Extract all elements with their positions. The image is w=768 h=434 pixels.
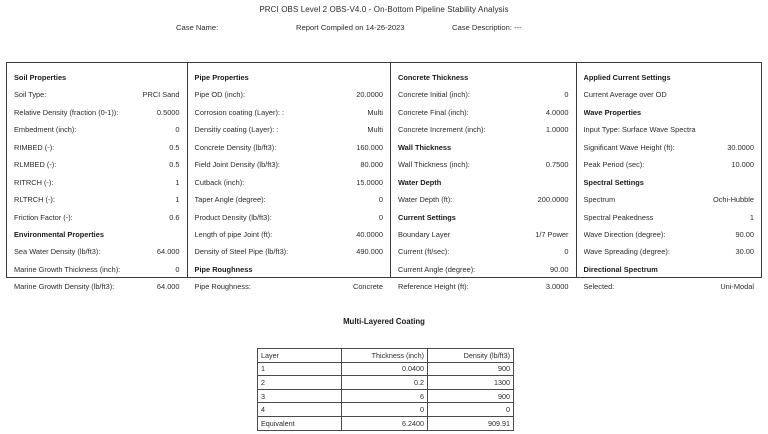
table-cell: 4 [258, 403, 342, 417]
property-label: Sea Water Density (lb/ft3): [14, 247, 101, 257]
property-label: Concrete Increment (inch): [397, 125, 486, 135]
property-value: 0 [175, 125, 180, 135]
table-cell: 0.2 [342, 376, 428, 390]
property-value: 64.000 [156, 247, 180, 257]
table-cell: 3 [258, 389, 342, 403]
property-row [398, 156, 569, 173]
table-row [258, 362, 514, 376]
property-row [584, 156, 755, 173]
property-label: Current Settings [397, 212, 456, 222]
multi-layered-coating-title: Multi-Layered Coating [343, 317, 425, 326]
table-row [258, 403, 514, 417]
case-description-text: Case Description: --- [452, 23, 522, 32]
property-row [14, 121, 180, 138]
property-value: 10.000 [731, 160, 755, 170]
property-value: 0.5 [169, 142, 180, 152]
property-label: Concrete Final (inch): [397, 107, 469, 117]
property-label: Applied Current Settings [583, 73, 671, 82]
property-row [398, 104, 569, 121]
property-row [584, 191, 755, 208]
property-row [398, 191, 569, 208]
property-label: Current Average over OD [583, 90, 667, 100]
property-label: Water Depth (ft): [397, 195, 453, 205]
property-value: 20.0000 [356, 90, 383, 100]
table-cell: 0.0400 [342, 362, 428, 376]
property-label: Length of pipe Joint (ft): [194, 229, 273, 239]
property-value: 90.00 [735, 229, 755, 239]
property-row [195, 226, 383, 243]
property-label: Directional Spectrum [583, 264, 658, 274]
property-row [195, 243, 383, 260]
property-row [398, 261, 569, 278]
property-value: 0.6 [169, 212, 180, 222]
property-value: 490.000 [356, 247, 383, 257]
table-cell: 2 [258, 376, 342, 390]
case-name-label: Case Name: [176, 23, 219, 32]
property-row [584, 121, 755, 138]
table-cell: 6 [342, 389, 428, 403]
property-label: RLTRCH (-): [14, 195, 55, 205]
property-row [195, 278, 383, 295]
property-row [398, 278, 569, 295]
property-value: Multi [367, 125, 383, 135]
property-value: Uni-Modal [720, 282, 755, 292]
property-value: Concrete [352, 282, 383, 292]
property-row [398, 226, 569, 243]
property-row [584, 243, 755, 260]
property-label: Pipe Properties [194, 73, 249, 82]
section-heading-row [195, 261, 383, 278]
property-row [14, 86, 180, 103]
property-value: 1 [175, 195, 180, 205]
property-row [195, 191, 383, 208]
table-row [258, 389, 514, 403]
table-cell: 6.2400 [342, 416, 428, 430]
property-label: RIMBED (-): [14, 142, 55, 152]
property-label: Spectral Peakedness [583, 212, 654, 222]
property-value: 0 [378, 212, 383, 222]
section-heading-row [398, 209, 569, 226]
property-label: Concrete Initial (inch): [397, 90, 470, 100]
property-label: RITRCH (-): [14, 177, 54, 187]
property-row [195, 121, 383, 138]
property-row [584, 209, 755, 226]
multi-layered-coating-table [257, 348, 514, 431]
section-heading-row [398, 139, 569, 156]
property-value: 30.00 [735, 247, 755, 257]
property-label: Field Joint Density (lb/ft3): [194, 160, 280, 170]
property-row [398, 121, 569, 138]
property-value: 1 [749, 212, 755, 222]
property-label: RLMBED (-): [14, 160, 57, 170]
property-row [14, 209, 180, 226]
property-row [14, 156, 180, 173]
table-row [258, 376, 514, 390]
property-row [584, 226, 755, 243]
table-cell: 0 [342, 403, 428, 417]
property-label: Spectral Settings [583, 177, 644, 187]
property-value: 3.0000 [545, 282, 569, 292]
property-value: 0 [564, 247, 569, 257]
property-value: 0 [175, 264, 180, 274]
property-value: 40.0000 [356, 229, 383, 239]
section-heading-row [14, 69, 180, 86]
property-label: Input Type: Surface Wave Spectra [583, 125, 696, 135]
property-row [195, 86, 383, 103]
property-label: Soil Type: [14, 90, 47, 100]
property-label: Pipe OD (inch): [194, 90, 246, 100]
property-value: Multi [367, 107, 383, 117]
property-row [195, 156, 383, 173]
property-row [14, 191, 180, 208]
property-label: Wave Spreading (degree): [583, 247, 670, 257]
property-label: Embedment (inch): [14, 125, 77, 135]
section-heading-row [398, 174, 569, 191]
section-heading-row [398, 69, 569, 86]
panel-column-concrete-thickness [391, 63, 577, 292]
property-label: Wave Properties [583, 107, 642, 117]
property-label: Current Angle (degree): [397, 264, 476, 274]
property-value: PRCI Sand [142, 90, 180, 100]
column-header: Thickness (inch) [342, 349, 428, 363]
property-label: Concrete Thickness [397, 73, 469, 82]
table-cell: 909.91 [428, 416, 514, 430]
panel-column-pipe-properties [188, 63, 391, 292]
property-value: 15.0000 [356, 177, 383, 187]
table-row [258, 416, 514, 430]
property-label: Cutback (inch): [194, 177, 245, 187]
property-value: 90.00 [550, 264, 569, 274]
property-value: 1/7 Power [535, 229, 569, 239]
property-value: 4.0000 [545, 107, 569, 117]
property-row [398, 243, 569, 260]
property-label: Water Depth [397, 177, 442, 187]
table-cell: 900 [428, 389, 514, 403]
property-row [195, 174, 383, 191]
property-label: Product Density (lb/ft3): [194, 212, 272, 222]
property-label: Current (ft/sec): [397, 247, 450, 257]
table-body [258, 362, 514, 430]
property-label: Pipe Roughness [194, 264, 253, 274]
property-row [584, 86, 755, 103]
property-value: 30.0000 [727, 142, 755, 152]
property-label: Peak Period (sec): [583, 160, 645, 170]
column-header: Layer [258, 349, 342, 363]
case-header-row [0, 23, 768, 35]
property-row [398, 86, 569, 103]
property-value: 0.5 [169, 160, 180, 170]
property-label: Boundary Layer [397, 229, 451, 239]
property-label: Marine Growth Thickness (inch): [14, 264, 121, 274]
property-row [14, 104, 180, 121]
section-heading-row [195, 69, 383, 86]
table-cell: 1300 [428, 376, 514, 390]
property-label: Corrosion coating (Layer): : [194, 107, 285, 117]
property-label: Friction Factor (-): [14, 212, 73, 222]
panel-column-applied-current-settings [577, 63, 762, 292]
property-label: Concrete Density (lb/ft3): [194, 142, 277, 152]
section-heading-row [584, 174, 755, 191]
section-heading-row [584, 69, 755, 86]
property-value: 0 [378, 195, 383, 205]
property-label: Environmental Properties [14, 229, 104, 239]
property-row [14, 139, 180, 156]
property-row [195, 209, 383, 226]
property-value: 0.5000 [156, 107, 180, 117]
table-header-row [258, 349, 514, 363]
property-label: Relative Density (fraction (0-1)): [14, 107, 119, 117]
property-label: Significant Wave Height (ft): [583, 142, 675, 152]
property-row [14, 278, 180, 295]
property-value: 80.000 [360, 160, 383, 170]
property-value: 0 [564, 90, 569, 100]
property-row [584, 139, 755, 156]
table-header [258, 349, 514, 363]
property-row [14, 261, 180, 278]
property-label: Soil Properties [14, 73, 67, 82]
property-label: Wall Thickness (inch): [397, 160, 470, 170]
property-row [195, 104, 383, 121]
properties-panel [6, 62, 762, 292]
table-cell: 0 [428, 403, 514, 417]
property-row [14, 243, 180, 260]
panel-column-soil-properties [7, 63, 188, 292]
section-heading-row [584, 104, 755, 121]
property-label: Selected: [583, 282, 615, 292]
property-value: 1 [175, 177, 180, 187]
property-value: 200.0000 [537, 195, 569, 205]
property-value: 1.0000 [545, 125, 569, 135]
property-label: Reference Height (ft): [397, 282, 469, 292]
property-row [584, 278, 755, 295]
property-value: 64.000 [156, 282, 180, 292]
property-label: Density of Steel Pipe (lb/ft3): [194, 247, 289, 257]
report-compiled-text: Report Compiled on 14-26-2023 [296, 23, 405, 32]
property-label: Spectrum [583, 195, 616, 205]
property-value: 0.7500 [545, 160, 569, 170]
property-row [14, 174, 180, 191]
table-cell: Equivalent [258, 416, 342, 430]
property-row [195, 139, 383, 156]
column-header: Density (lb/ft3) [428, 349, 514, 363]
property-value: Ochi-Hubble [712, 195, 755, 205]
property-label: Taper Angle (degree): [194, 195, 266, 205]
section-heading-row [14, 226, 180, 243]
property-label: Densitiy coating (Layer): : [194, 125, 279, 135]
property-value: 160.000 [356, 142, 383, 152]
property-label: Wave Direction (degree): [583, 229, 666, 239]
property-label: Marine Growth Density (lb/ft3): [14, 282, 115, 292]
page-title: PRCI OBS Level 2 OBS-V4.0 - On-Bottom Pipeline Stability Analysis [259, 5, 509, 14]
table-cell: 900 [428, 362, 514, 376]
property-label: Pipe Roughness: [194, 282, 251, 292]
property-label: Wall Thickness [397, 142, 452, 152]
table-cell: 1 [258, 362, 342, 376]
section-heading-row [584, 261, 755, 278]
